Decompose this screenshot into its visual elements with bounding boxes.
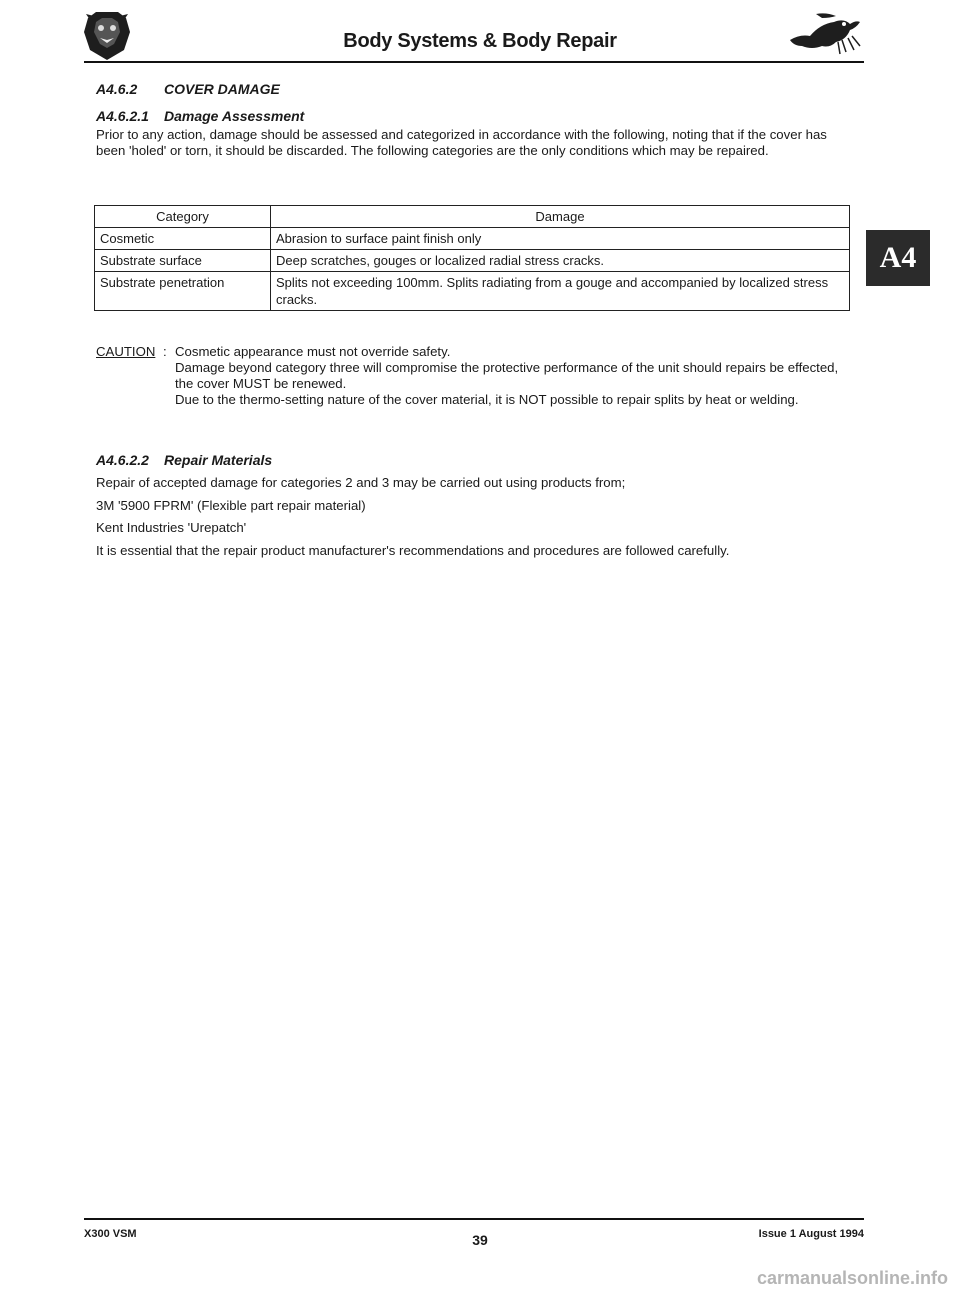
footer-manual-id: X300 VSM [84, 1228, 137, 1240]
category-cell: Substrate surface [95, 250, 271, 272]
caution-line: Cosmetic appearance must not override safety. [175, 344, 451, 359]
column-header-category: Category [95, 206, 271, 228]
materials-title: Repair Materials [164, 452, 273, 468]
caution-line: Due to the thermo-setting nature of the cover material, it is NOT possible to repair splits by heat or welding. [175, 392, 799, 407]
table-row [95, 272, 850, 311]
watermark: carmanualsonline.info [756, 1268, 948, 1288]
section-heading [96, 81, 280, 97]
footer-rule [84, 1218, 864, 1220]
materials-heading [96, 452, 272, 468]
assessment-number: A4.6.2.1 [96, 108, 149, 124]
assessment-title: Damage Assessment [164, 108, 305, 124]
footer-issue-date: Issue 1 August 1994 [758, 1228, 864, 1240]
jaguar-leaper-icon [786, 10, 864, 56]
materials-number: A4.6.2.2 [96, 452, 149, 468]
materials-line: Kent Industries 'Urepatch' [96, 520, 247, 535]
column-header-damage: Damage [271, 206, 850, 228]
materials-line: Repair of accepted damage for categories 2 and 3 may be carried out using products from; [96, 475, 626, 490]
page-header-title: Body Systems & Body Repair [343, 30, 617, 52]
page-number: 39 [472, 1232, 488, 1248]
caution-line: Damage beyond category three will compromise the protective performance of the unit should repairs be effected, the cover MUST be renewed. [175, 360, 839, 391]
damage-cell: Abrasion to surface paint finish only [271, 228, 850, 250]
damage-cell: Deep scratches, gouges or localized radial stress cracks. [271, 250, 850, 272]
caution-colon: : [163, 344, 167, 359]
materials-line: It is essential that the repair product manufacturer's recommendations and procedures are followed carefully. [96, 543, 730, 558]
header-rule [84, 61, 864, 63]
section-tab-a4[interactable]: A4 [866, 230, 930, 286]
assessment-heading [96, 108, 304, 124]
materials-line: 3M '5900 FPRM' (Flexible part repair material) [96, 498, 366, 513]
table-row [95, 228, 850, 250]
table-header-row [95, 206, 850, 228]
damage-category-table [94, 205, 850, 311]
section-number: A4.6.2 [96, 81, 138, 97]
assessment-intro: Prior to any action, damage should be assessed and categorized in accordance with the following, noting that if the cover has been 'holed' or torn, it should be discarded. The following categories are the only conditions which may be repaired. [96, 127, 827, 158]
caution-label: CAUTION [96, 344, 156, 359]
damage-cell: Splits not exceeding 100mm. Splits radiating from a gouge and accompanied by localized stress cracks. [271, 272, 850, 311]
category-cell: Substrate penetration [95, 272, 271, 311]
table-row [95, 250, 850, 272]
section-title: COVER DAMAGE [164, 81, 280, 97]
category-cell: Cosmetic [95, 228, 271, 250]
